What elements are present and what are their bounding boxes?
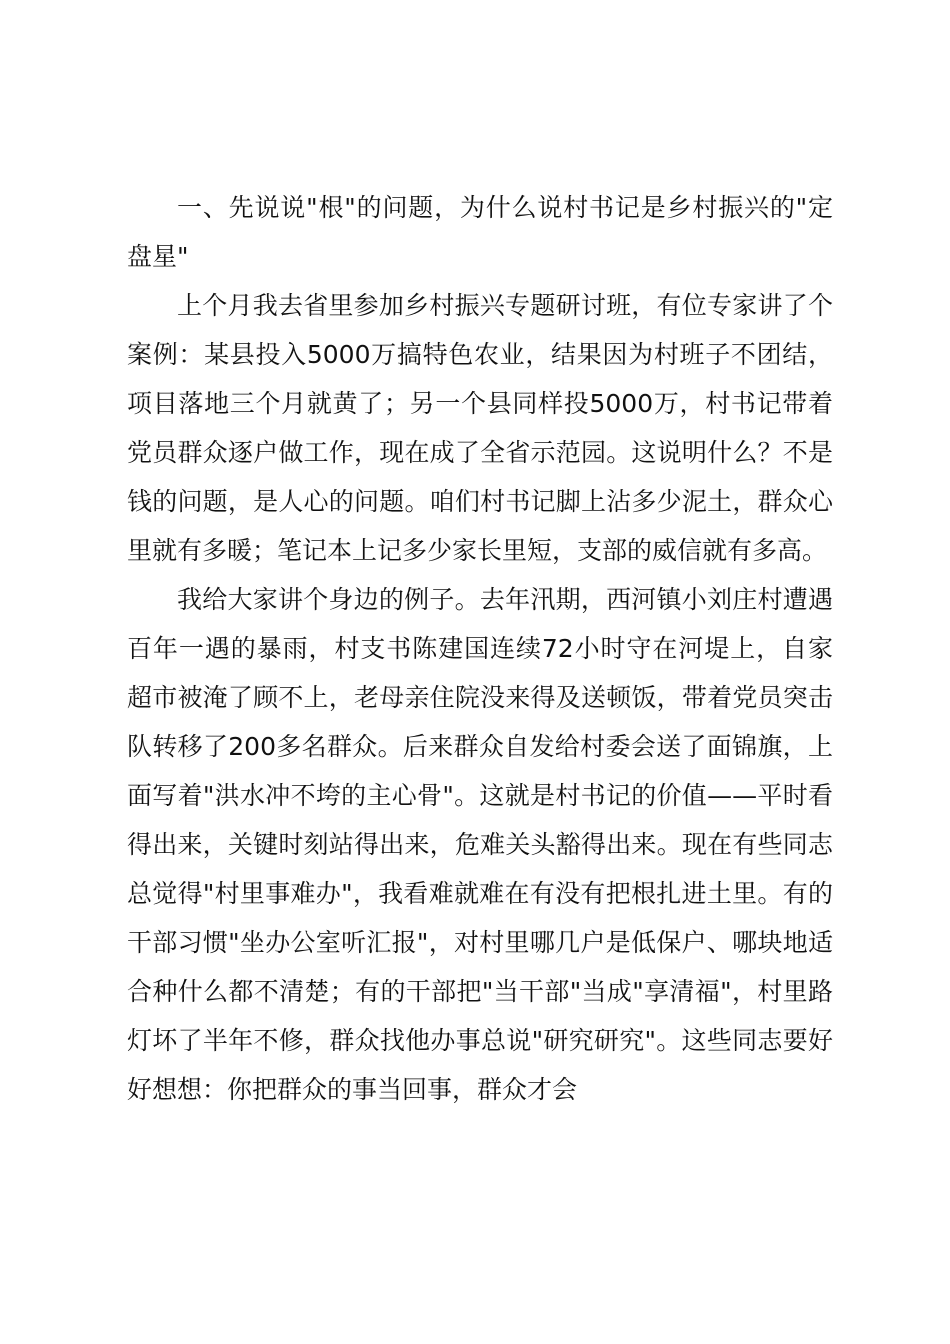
paragraph-2: 我给大家讲个身边的例子。去年汛期，西河镇小刘庄村遭遇百年一遇的暴雨，村支书陈建国连续72小时守在河堤上，自家超市被淹了顾不上，老母亲住院没来得及送顿饭，带着党员突击队转移了200多名群众。后来群众自发给村委会送了面锦旗，上面写着"洪水冲不垮的主心骨"。这就是村书记的价值——平时看得出来，关键时刻站得出来，危难关头豁得出来。现在有些同志总觉得"村里事难办"，我看难就难在有没有把根扎进土里。有的干部习惯"坐办公室听汇报"，对村里哪几户是低保户、哪块地适合种什么都不清楚；有的干部把"当干部"当成"享清福"，村里路灯坏了半年不修，群众找他办事总说"研究研究"。这些同志要好好想想：你把群众的事当回事，群众才会 (127, 585, 833, 1104)
paragraph-1: 上个月我去省里参加乡村振兴专题研讨班，有位专家讲了个案例：某县投入5000万搞特色农业，结果因为村班子不团结，项目落地三个月就黄了；另一个县同样投5000万，村书记带着党员群众逐户做工作，现在成了全省示范园。这说明什么？不是钱的问题，是人心的问题。咱们村书记脚上沾多少泥土，群众心里就有多暖；笔记本上记多少家长里短，支部的威信就有多高。 (127, 291, 833, 565)
document-body (127, 183, 833, 1114)
section-heading: 一、先说说"根"的问题，为什么说村书记是乡村振兴的"定盘星" (127, 193, 833, 271)
